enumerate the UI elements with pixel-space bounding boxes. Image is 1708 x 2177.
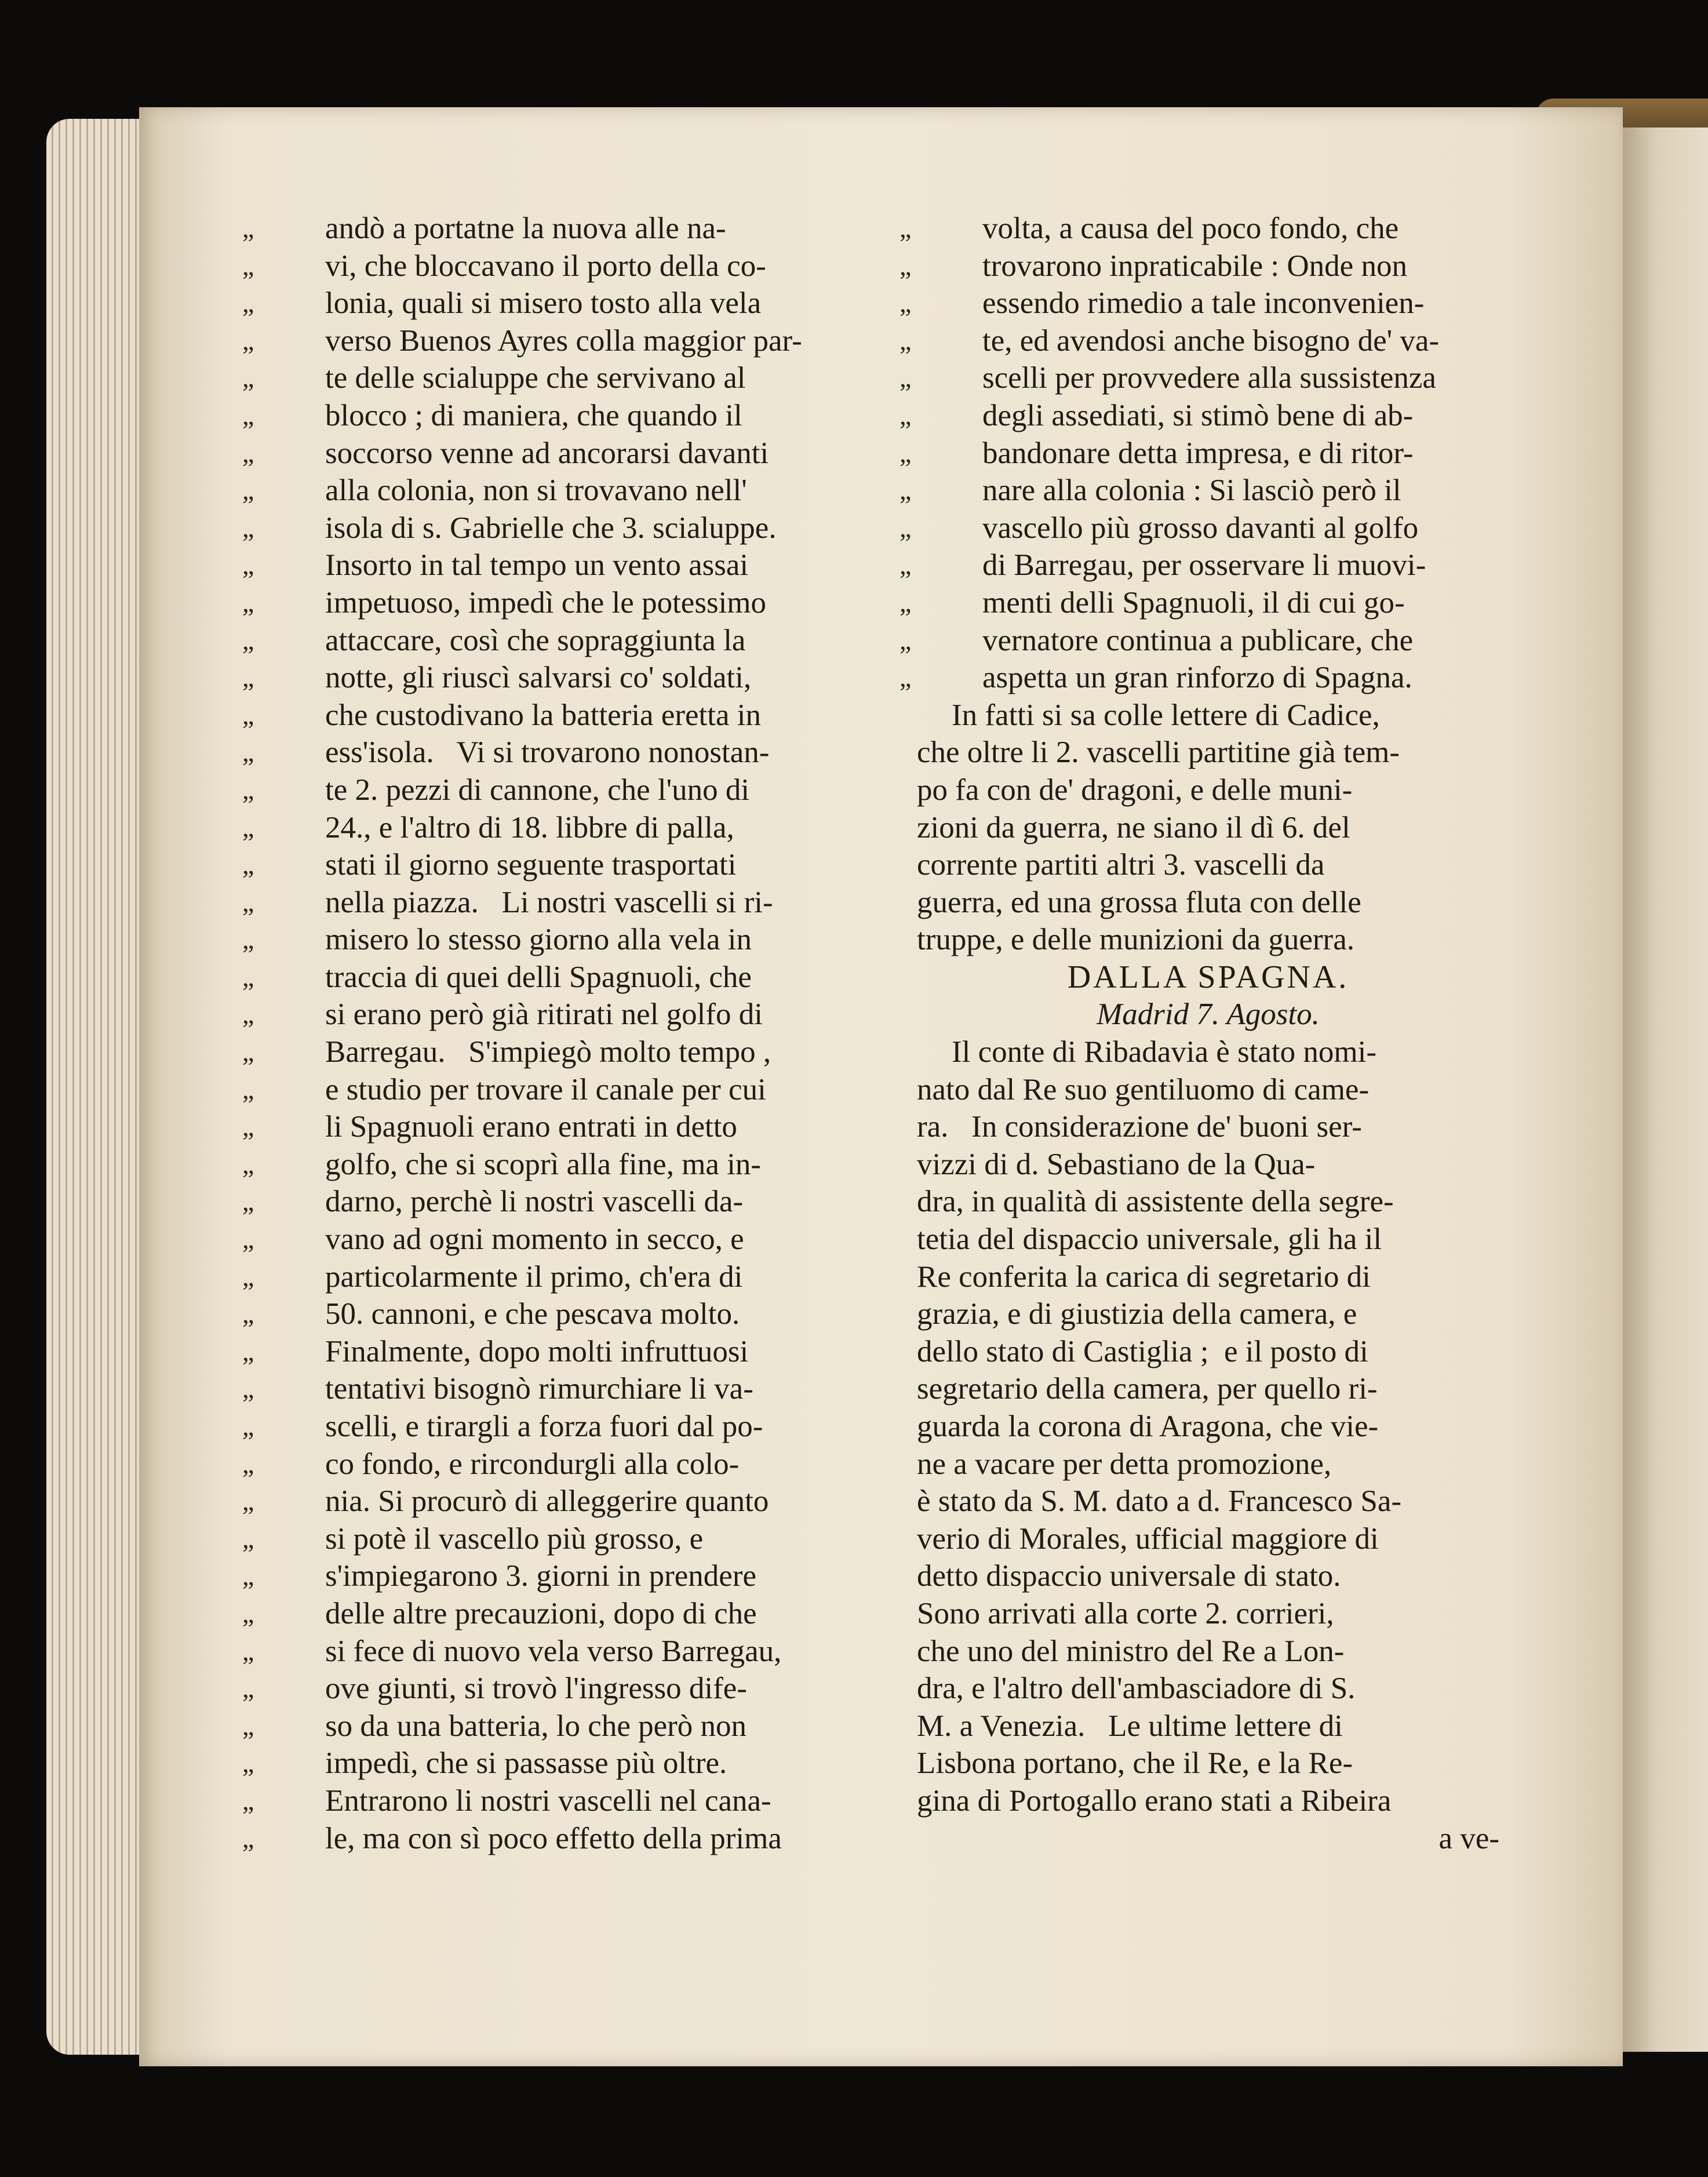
text-line bbox=[899, 1146, 1517, 1184]
quote-mark: „ bbox=[242, 250, 254, 281]
quote-mark: „ bbox=[242, 1074, 254, 1104]
quote-mark: „ bbox=[242, 512, 254, 543]
text-line bbox=[899, 1108, 1517, 1146]
text-line bbox=[242, 959, 880, 996]
quote-mark: „ bbox=[242, 1710, 254, 1741]
line-text: blocco ; di maniera, che quando il bbox=[325, 398, 742, 432]
line-text: tentativi bisognò rimurchiare li va- bbox=[325, 1372, 753, 1406]
line-text: po fa con de' dragoni, e delle muni- bbox=[917, 773, 1353, 807]
line-text: ove giunti, si trovò l'ingresso dife- bbox=[325, 1672, 747, 1706]
line-text: degli assediati, si stimò bene di ab- bbox=[982, 398, 1414, 432]
text-line bbox=[899, 734, 1517, 771]
line-text: vascello più grosso davanti al golfo bbox=[982, 511, 1419, 545]
text-line bbox=[899, 622, 1517, 660]
line-text: impedì, che si passasse più oltre. bbox=[325, 1746, 727, 1781]
quote-mark: „ bbox=[899, 475, 912, 505]
line-text: nato dal Re suo gentiluomo di came- bbox=[917, 1072, 1370, 1106]
line-text: Finalmente, dopo molti infruttuosi bbox=[325, 1334, 749, 1368]
quote-mark: „ bbox=[242, 999, 254, 1029]
text-line bbox=[242, 1333, 880, 1371]
text-line bbox=[242, 247, 880, 285]
line-text: scelli per provvedere alla sussistenza bbox=[982, 361, 1436, 395]
quote-mark: „ bbox=[242, 887, 254, 917]
quote-mark: „ bbox=[242, 924, 254, 955]
quote-mark: „ bbox=[899, 250, 912, 281]
line-text: si fece di nuovo vela verso Barregau, bbox=[325, 1634, 782, 1668]
text-line bbox=[899, 1782, 1517, 1820]
text-line bbox=[242, 285, 880, 322]
line-text: dello stato di Castiglia ; e il posto di bbox=[917, 1334, 1368, 1368]
quote-mark: „ bbox=[242, 1374, 254, 1404]
line-text: volta, a causa del poco fondo, che bbox=[982, 212, 1399, 245]
quote-mark: „ bbox=[242, 1785, 254, 1815]
line-text: delle altre precauzioni, dopo di che bbox=[325, 1596, 757, 1630]
text-line bbox=[242, 322, 880, 360]
text-line bbox=[899, 472, 1517, 509]
text-line bbox=[899, 1183, 1517, 1221]
text-line bbox=[242, 884, 880, 922]
text-line bbox=[899, 1408, 1517, 1446]
text-line bbox=[242, 1633, 880, 1670]
quote-mark: „ bbox=[242, 625, 254, 655]
text-line bbox=[242, 996, 880, 1033]
text-line bbox=[242, 1146, 880, 1184]
line-text: golfo, che si scoprì alla fine, ma in- bbox=[325, 1147, 762, 1181]
line-text: a ve- bbox=[1438, 1821, 1499, 1855]
text-line bbox=[242, 1745, 880, 1782]
text-line bbox=[242, 1408, 880, 1446]
line-text: Entrarono li nostri vascelli nel cana- bbox=[325, 1783, 771, 1818]
text-line bbox=[899, 697, 1517, 734]
line-text: è stato da S. M. dato a d. Francesco Sa- bbox=[917, 1484, 1402, 1519]
quote-mark: „ bbox=[242, 325, 254, 355]
text-line bbox=[242, 659, 880, 697]
text-line bbox=[242, 1483, 880, 1520]
text-line bbox=[242, 921, 880, 959]
line-text: notte, gli riuscì salvarsi co' soldati, bbox=[325, 661, 752, 695]
quote-mark: „ bbox=[242, 1523, 254, 1553]
quote-mark: „ bbox=[242, 1561, 254, 1591]
text-line bbox=[242, 697, 880, 734]
line-text: zioni da guerra, ne siano il dì 6. del bbox=[917, 810, 1350, 844]
text-line bbox=[899, 1258, 1517, 1296]
text-line bbox=[899, 809, 1517, 847]
line-text: Insorto in tal tempo un vento assai bbox=[325, 548, 749, 583]
quote-mark: „ bbox=[242, 1636, 254, 1666]
line-text: M. a Venezia. Le ultime lettere di bbox=[917, 1709, 1343, 1743]
line-text: dra, in qualità di assistente della segre- bbox=[917, 1185, 1394, 1219]
line-text: Madrid 7. Agosto. bbox=[1097, 998, 1320, 1032]
line-text: vizzi di d. Sebastiano de la Qua- bbox=[917, 1147, 1316, 1181]
quote-mark: „ bbox=[899, 438, 912, 468]
quote-mark: „ bbox=[242, 363, 254, 393]
text-line bbox=[899, 1071, 1517, 1109]
left-text-column bbox=[242, 210, 880, 1857]
facing-page-edge bbox=[1623, 128, 1708, 2052]
line-text: truppe, e delle munizioni da guerra. bbox=[917, 923, 1354, 957]
quote-mark: „ bbox=[899, 625, 912, 655]
quote-mark: „ bbox=[242, 1224, 254, 1254]
quote-mark: „ bbox=[242, 1299, 254, 1329]
quote-mark: „ bbox=[242, 662, 254, 693]
text-line bbox=[899, 435, 1517, 472]
line-text: le, ma con sì poco effetto della prima bbox=[325, 1821, 782, 1855]
text-line bbox=[242, 622, 880, 660]
line-text: Il conte di Ribadavia è stato nomi- bbox=[952, 1035, 1376, 1069]
text-line bbox=[899, 285, 1517, 322]
line-text: si potè il vascello più grosso, e bbox=[325, 1521, 704, 1556]
quote-mark: „ bbox=[242, 737, 254, 767]
line-text: si erano però già ritirati nel golfo di bbox=[325, 998, 763, 1032]
text-line bbox=[242, 547, 880, 584]
line-text: che uno del ministro del Re a Lon- bbox=[917, 1634, 1345, 1668]
line-text: DALLA SPAGNA. bbox=[1067, 959, 1349, 995]
line-text: bandonare detta impresa, e di ritor- bbox=[982, 436, 1414, 470]
text-line bbox=[899, 584, 1517, 622]
line-text: guerra, ed una grossa fluta con delle bbox=[917, 885, 1361, 919]
quote-mark: „ bbox=[242, 550, 254, 580]
text-line bbox=[242, 1071, 880, 1109]
line-text: aspetta un gran rinforzo di Spagna. bbox=[982, 661, 1412, 695]
text-line bbox=[899, 1221, 1517, 1258]
text-line bbox=[899, 547, 1517, 584]
text-line bbox=[899, 1446, 1517, 1483]
quote-mark: „ bbox=[242, 475, 254, 505]
line-text: gina di Portogallo erano stati a Ribeira bbox=[917, 1783, 1392, 1818]
text-line bbox=[899, 1333, 1517, 1371]
text-line bbox=[899, 659, 1517, 697]
text-line bbox=[899, 1633, 1517, 1670]
text-line bbox=[899, 397, 1517, 435]
quote-mark: „ bbox=[899, 587, 912, 617]
text-line bbox=[899, 1370, 1517, 1408]
text-line bbox=[899, 1595, 1517, 1633]
line-text: vano ad ogni momento in secco, e bbox=[325, 1222, 744, 1257]
line-text: ess'isola. Vi si trovarono nonostan- bbox=[325, 736, 770, 770]
quote-mark: „ bbox=[242, 1149, 254, 1179]
quote-mark: „ bbox=[242, 1748, 254, 1778]
line-text: nia. Si procurò di alleggerire quanto bbox=[325, 1484, 769, 1519]
line-text: lonia, quali si misero tosto alla vela bbox=[325, 286, 762, 321]
quote-mark: „ bbox=[242, 288, 254, 318]
text-line bbox=[242, 1446, 880, 1483]
quote-mark: „ bbox=[242, 400, 254, 430]
quote-mark: „ bbox=[899, 213, 912, 243]
text-line bbox=[899, 1745, 1517, 1782]
quote-mark: „ bbox=[899, 288, 912, 318]
text-line bbox=[242, 846, 880, 884]
line-text: In fatti si sa colle lettere di Cadice, bbox=[952, 698, 1380, 732]
text-line bbox=[242, 397, 880, 435]
quote-mark: „ bbox=[242, 587, 254, 617]
quote-mark: „ bbox=[242, 1411, 254, 1441]
text-line bbox=[899, 921, 1517, 959]
text-line bbox=[242, 1782, 880, 1820]
line-text: scelli, e tirargli a forza fuori dal po- bbox=[325, 1410, 763, 1443]
quote-mark: „ bbox=[242, 1448, 254, 1479]
quote-mark: „ bbox=[242, 850, 254, 880]
text-line bbox=[899, 1557, 1517, 1595]
text-line bbox=[242, 1258, 880, 1296]
text-line bbox=[899, 1483, 1517, 1520]
text-line bbox=[899, 1295, 1517, 1333]
quote-mark: „ bbox=[899, 662, 912, 693]
text-line bbox=[899, 359, 1517, 397]
text-line bbox=[899, 771, 1517, 809]
line-text: alla colonia, non si trovavano nell' bbox=[325, 474, 747, 508]
line-text: Lisbona portano, che il Re, e la Re- bbox=[917, 1746, 1353, 1781]
line-text: misero lo stesso giorno alla vela in bbox=[325, 923, 752, 957]
quote-mark: „ bbox=[242, 1598, 254, 1628]
line-text: co fondo, e rircondurgli alla colo- bbox=[325, 1447, 740, 1481]
quote-mark: „ bbox=[242, 438, 254, 468]
text-line bbox=[242, 1708, 880, 1745]
line-text: guarda la corona di Aragona, che vie- bbox=[917, 1410, 1379, 1443]
text-line bbox=[242, 734, 880, 771]
text-line bbox=[242, 472, 880, 509]
line-text: essendo rimedio a tale inconvenien- bbox=[982, 286, 1425, 321]
text-line bbox=[899, 846, 1517, 884]
line-text: particolarmente il primo, ch'era di bbox=[325, 1259, 743, 1294]
quote-mark: „ bbox=[242, 1186, 254, 1217]
line-text: nella piazza. Li nostri vascelli si ri- bbox=[325, 885, 773, 919]
quote-mark: „ bbox=[242, 1336, 254, 1366]
text-line bbox=[242, 771, 880, 809]
quote-mark: „ bbox=[899, 325, 912, 355]
quote-mark: „ bbox=[899, 550, 912, 580]
text-line bbox=[242, 1670, 880, 1708]
line-text: corrente partiti altri 3. vascelli da bbox=[917, 848, 1325, 882]
line-text: te, ed avendosi anche bisogno de' va- bbox=[982, 323, 1440, 358]
line-text: dra, e l'altro dell'ambasciadore di S. bbox=[917, 1672, 1356, 1706]
right-text-column bbox=[899, 210, 1517, 1857]
text-line bbox=[242, 809, 880, 847]
quote-mark: „ bbox=[899, 400, 912, 430]
text-line bbox=[899, 959, 1517, 996]
quote-mark: „ bbox=[242, 1823, 254, 1853]
text-line bbox=[242, 584, 880, 622]
line-text: traccia di quei delli Spagnuoli, che bbox=[325, 960, 752, 994]
text-line bbox=[899, 996, 1517, 1033]
text-line bbox=[899, 884, 1517, 922]
line-text: che custodivano la batteria eretta in bbox=[325, 698, 761, 732]
line-text: so da una batteria, lo che però non bbox=[325, 1709, 747, 1743]
line-text: Barregau. S'impiegò molto tempo , bbox=[325, 1035, 771, 1069]
quote-mark: „ bbox=[242, 1486, 254, 1516]
quote-mark: „ bbox=[242, 213, 254, 243]
line-text: verso Buenos Ayres colla maggior par- bbox=[325, 323, 802, 358]
text-line bbox=[899, 509, 1517, 547]
line-text: che oltre li 2. vascelli partitine già tem- bbox=[917, 736, 1400, 770]
text-line bbox=[242, 1557, 880, 1595]
text-line bbox=[899, 1033, 1517, 1071]
text-line bbox=[242, 1370, 880, 1408]
quote-mark: „ bbox=[242, 1112, 254, 1142]
line-text: 24., e l'altro di 18. libbre di palla, bbox=[325, 810, 734, 844]
line-text: di Barregau, per osservare li muovi- bbox=[982, 548, 1426, 583]
line-text: nare alla colonia : Si lasciò però il bbox=[982, 474, 1401, 508]
line-text: Sono arrivati alla corte 2. corrieri, bbox=[917, 1596, 1334, 1630]
quote-mark: „ bbox=[242, 1037, 254, 1067]
text-line bbox=[899, 1820, 1517, 1858]
line-text: vi, che bloccavano il porto della co- bbox=[325, 249, 766, 283]
text-line bbox=[899, 1708, 1517, 1745]
quote-mark: „ bbox=[242, 1673, 254, 1703]
quote-mark: „ bbox=[242, 1261, 254, 1291]
quote-mark: „ bbox=[242, 962, 254, 992]
quote-mark: „ bbox=[242, 812, 254, 842]
text-line bbox=[242, 1221, 880, 1258]
line-text: ra. In considerazione de' buoni ser- bbox=[917, 1110, 1362, 1144]
line-text: tetia del dispaccio universale, gli ha il bbox=[917, 1222, 1382, 1257]
line-text: darno, perchè li nostri vascelli da- bbox=[325, 1185, 744, 1219]
line-text: ne a vacare per detta promozione, bbox=[917, 1447, 1332, 1481]
text-line bbox=[899, 210, 1517, 247]
text-line bbox=[242, 1295, 880, 1333]
text-line bbox=[242, 509, 880, 547]
text-line bbox=[242, 210, 880, 247]
text-line bbox=[242, 359, 880, 397]
line-text: verio di Morales, ufficial maggiore di bbox=[917, 1521, 1379, 1556]
line-text: attaccare, così che sopraggiunta la bbox=[325, 623, 746, 657]
line-text: e studio per trovare il canale per cui bbox=[325, 1072, 766, 1106]
line-text: andò a portatne la nuova alle na- bbox=[325, 212, 726, 245]
line-text: menti delli Spagnuoli, il di cui go- bbox=[982, 585, 1405, 620]
quote-mark: „ bbox=[242, 700, 254, 730]
line-text: li Spagnuoli erano entrati in detto bbox=[325, 1110, 737, 1144]
quote-mark: „ bbox=[242, 774, 254, 804]
line-text: vernatore continua a publicare, che bbox=[982, 623, 1414, 657]
line-text: te 2. pezzi di cannone, che l'uno di bbox=[325, 773, 750, 807]
text-line bbox=[242, 1820, 880, 1858]
line-text: s'impiegarono 3. giorni in prendere bbox=[325, 1559, 756, 1593]
line-text: trovarono inpraticabile : Onde non bbox=[982, 249, 1407, 283]
text-line bbox=[899, 1670, 1517, 1708]
quote-mark: „ bbox=[899, 512, 912, 543]
line-text: grazia, e di giustizia della camera, e bbox=[917, 1297, 1357, 1331]
line-text: detto dispaccio universale di stato. bbox=[917, 1559, 1341, 1593]
line-text: te delle scialuppe che servivano al bbox=[325, 361, 746, 395]
line-text: impetuoso, impedì che le potessimo bbox=[325, 585, 767, 620]
line-text: segretario della camera, per quello ri- bbox=[917, 1372, 1378, 1406]
line-text: Re conferita la carica di segretario di bbox=[917, 1259, 1371, 1294]
text-line bbox=[899, 247, 1517, 285]
text-line bbox=[242, 1033, 880, 1071]
text-line bbox=[899, 322, 1517, 360]
line-text: 50. cannoni, e che pescava molto. bbox=[325, 1297, 740, 1331]
text-line bbox=[242, 1183, 880, 1221]
line-text: soccorso venne ad ancorarsi davanti bbox=[325, 436, 769, 470]
text-line bbox=[242, 1520, 880, 1558]
quote-mark: „ bbox=[899, 363, 912, 393]
text-line bbox=[242, 435, 880, 472]
line-text: isola di s. Gabrielle che 3. scialuppe. bbox=[325, 511, 777, 545]
text-line bbox=[242, 1595, 880, 1633]
line-text: stati il giorno seguente trasportati bbox=[325, 848, 737, 882]
text-line bbox=[242, 1108, 880, 1146]
text-line bbox=[899, 1520, 1517, 1558]
